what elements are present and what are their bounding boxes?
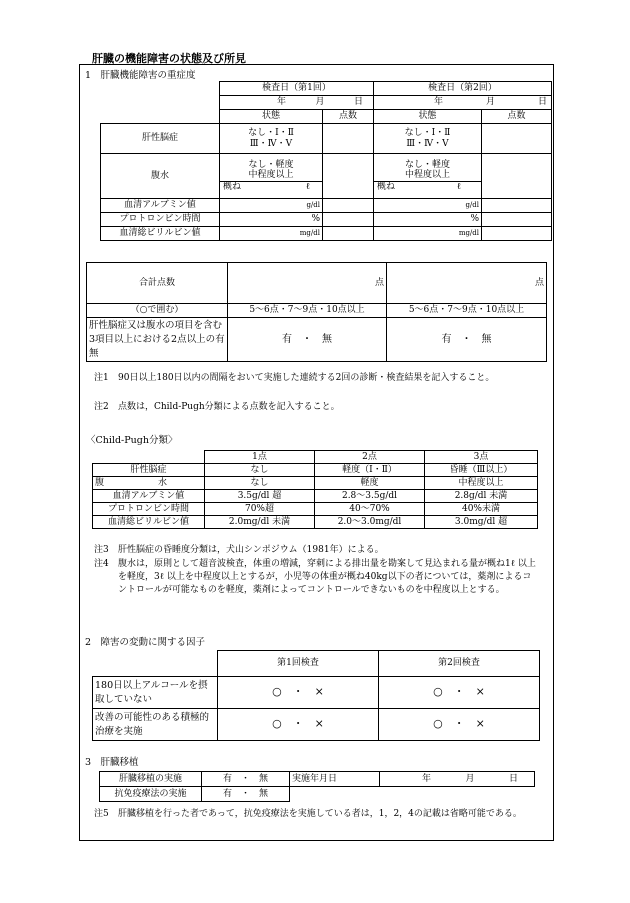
ascites-status-1[interactable]: なし・軽度 中程度以上 概ね ℓ xyxy=(220,154,323,199)
prothrombin-value-1[interactable]: % xyxy=(220,213,323,227)
status-header-1: 状態 xyxy=(220,110,323,124)
total-points-1[interactable]: 点 xyxy=(228,263,387,304)
section-3-heading: 3 肝臓移植 xyxy=(85,757,139,768)
factor-treatment-1[interactable]: ○ ・ × xyxy=(218,709,379,741)
cp-label-encephalopathy: 肝性脳症 xyxy=(93,464,205,477)
points-header-2: 点数 xyxy=(482,110,552,124)
cp-label-bilirubin: 血清総ビリルビン値 xyxy=(93,516,205,529)
cp-label-ascites: 腹 水 xyxy=(93,477,205,490)
note-4: 注4 腹水は，原則として超音波検査，体重の増減，穿刺による排出量を勘案して見込まれる量が概ね1ℓ 以上を軽度，3ℓ 以上を中程度以上とするが，小児等の体重が概ね40kg以下の者については，薬剤によるコントロールが可能なものを軽度，薬剤によってコントロールできないものを中程度以上とする。 xyxy=(94,559,536,595)
note-3: 注3 肝性脳症の昏睡度分類は，犬山シンポジウム（1981年）による。 xyxy=(94,545,384,555)
transplant-date-label: 実施年月日 xyxy=(290,772,380,787)
prothrombin-label: プロトロンビン時間 xyxy=(101,213,220,227)
note-1: 注1 90日以上180日以内の間隔をおいて実施した連続する2回の診断・検査結果を記入すること。 xyxy=(94,373,495,383)
corner-cell xyxy=(101,82,220,96)
ranges-2[interactable]: 5～6点・7～9点・10点以上 xyxy=(387,304,547,318)
ascites-status-2[interactable]: なし・軽度 中程度以上 概ね ℓ xyxy=(374,154,482,199)
ascites-points-2[interactable] xyxy=(482,154,552,199)
severity-table xyxy=(100,81,552,241)
circle-instruction: （○で囲む） xyxy=(87,304,228,318)
section-2-heading: 2 障害の変動に関する因子 xyxy=(85,637,206,648)
bilirubin-points-2[interactable] xyxy=(482,227,552,241)
factor-col-1: 第1回検査 xyxy=(218,651,379,677)
factor-alcohol-2[interactable]: ○ ・ × xyxy=(379,677,540,709)
transplant-yesno[interactable]: 有 ・ 無 xyxy=(202,772,290,787)
exam1-date[interactable]: 年 月 日 xyxy=(220,96,374,110)
points-header-1: 点数 xyxy=(323,110,374,124)
ranges-1[interactable]: 5～6点・7～9点・10点以上 xyxy=(228,304,387,318)
encephalopathy-status-2[interactable]: なし・Ⅰ・Ⅱ Ⅲ・Ⅳ・Ⅴ xyxy=(374,124,482,154)
total-table xyxy=(86,262,547,362)
albumin-points-1[interactable] xyxy=(323,199,374,213)
cp-header-2: 2点 xyxy=(315,451,425,464)
factor-alcohol-label: 180日以上アルコールを摂取していない xyxy=(93,677,218,709)
bilirubin-label: 血清総ビリルビン値 xyxy=(101,227,220,241)
transplant-date[interactable]: 年 月 日 xyxy=(380,772,535,787)
section-1-heading: 1 肝臓機能障害の重症度 xyxy=(85,70,196,81)
cp-header-3: 3点 xyxy=(425,451,538,464)
prothrombin-points-1[interactable] xyxy=(323,213,374,227)
cp-header-1: 1点 xyxy=(205,451,315,464)
note-5: 注5 肝臓移植を行った者であって，抗免疫療法を実施している者は，1，2，4の記載は省略可能である。 xyxy=(94,809,522,819)
factor-treatment-2[interactable]: ○ ・ × xyxy=(379,709,540,741)
ascites-label: 腹水 xyxy=(101,154,220,199)
yesno-1[interactable]: 有 ・ 無 xyxy=(228,318,387,362)
encephalopathy-points-2[interactable] xyxy=(482,124,552,154)
albumin-label: 血清アルブミン値 xyxy=(101,199,220,213)
encephalopathy-status-1[interactable]: なし・Ⅰ・Ⅱ Ⅲ・Ⅳ・Ⅴ xyxy=(220,124,323,154)
cp-label-prothrombin: プロトロンビン時間 xyxy=(93,503,205,516)
prothrombin-value-2[interactable]: % xyxy=(374,213,482,227)
prothrombin-points-2[interactable] xyxy=(482,213,552,227)
albumin-value-1[interactable]: g/dl xyxy=(220,199,323,213)
exam2-date[interactable]: 年 月 日 xyxy=(374,96,552,110)
status-header-2: 状態 xyxy=(374,110,482,124)
two-points-question: 肝性脳症又は腹水の項目を含む3項目以上における2点以上の有無 xyxy=(87,318,228,362)
encephalopathy-points-1[interactable] xyxy=(323,124,374,154)
albumin-value-2[interactable]: g/dl xyxy=(374,199,482,213)
bilirubin-points-1[interactable] xyxy=(323,227,374,241)
transplant-table xyxy=(99,771,535,802)
childpugh-heading: 〈Child-Pugh分類〉 xyxy=(86,435,178,446)
factor-treatment-label: 改善の可能性のある積極的治療を実施 xyxy=(93,709,218,741)
cp-label-albumin: 血清アルブミン値 xyxy=(93,490,205,503)
factor-alcohol-1[interactable]: ○ ・ × xyxy=(218,677,379,709)
encephalopathy-label: 肝性脳症 xyxy=(101,124,220,154)
total-label: 合計点数 xyxy=(87,263,228,304)
yesno-2[interactable]: 有 ・ 無 xyxy=(387,318,547,362)
page-title: 肝臓の機能障害の状態及び所見 xyxy=(92,52,246,65)
transplant-label: 肝臓移植の実施 xyxy=(100,772,202,787)
childpugh-table: 1点 2点 3点 肝性脳症 なし 軽度（Ⅰ・Ⅱ） 昏睡（Ⅲ以上） 腹 水 なし 軽度 中程度以上 血清アルブミン値 3.5g/dl 超 2.8～3.5g/dl 2.8g/dl 未満 プロトロンビン時間 70%超 40～70% 40%未満 血清総ビリルビン値 2.0mg/dl 未満 2.0～3.0mg/dl 3.0mg/dl 超 xyxy=(92,450,538,529)
exam2-header: 検査日（第2回） xyxy=(374,82,552,96)
bilirubin-value-2[interactable]: mg/dl xyxy=(374,227,482,241)
total-points-2[interactable]: 点 xyxy=(387,263,547,304)
note-2: 注2 点数は，Child-Pugh分類による点数を記入すること。 xyxy=(94,402,340,412)
factor-col-2: 第2回検査 xyxy=(379,651,540,677)
immuno-yesno[interactable]: 有 ・ 無 xyxy=(202,787,290,802)
ascites-points-1[interactable] xyxy=(323,154,374,199)
albumin-points-2[interactable] xyxy=(482,199,552,213)
exam1-header: 検査日（第1回） xyxy=(220,82,374,96)
bilirubin-value-1[interactable]: mg/dl xyxy=(220,227,323,241)
immuno-label: 抗免疫療法の実施 xyxy=(100,787,202,802)
factors-table xyxy=(92,650,540,741)
